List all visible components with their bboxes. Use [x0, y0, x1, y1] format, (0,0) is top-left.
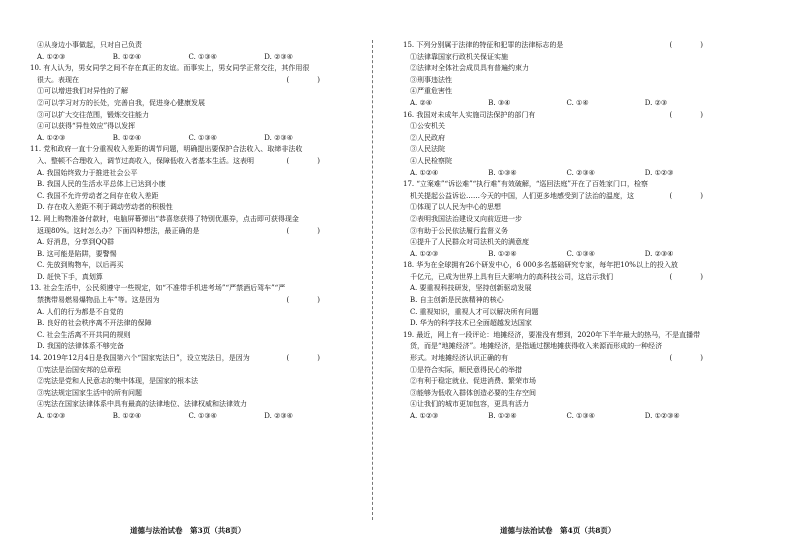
answer-option: C. ①③④: [566, 412, 595, 420]
question-line: [30, 376, 340, 388]
line-text: B. 我国人民的生活水平总体上已达到小康: [37, 180, 166, 189]
question-line: [30, 110, 340, 122]
question-line: [30, 330, 340, 342]
question-line: [30, 260, 340, 272]
line-text: ③人民法院: [410, 145, 445, 154]
line-text: ③刑事违法性: [410, 75, 452, 84]
question-line: [30, 202, 340, 214]
line-text: 12. 网上购物准备付款时，电脑屏幕弹出“恭喜您获得了特别优惠券，点击即可获得现金: [30, 214, 299, 223]
answer-option: A. ①②③: [37, 52, 66, 61]
question-line: [30, 86, 340, 98]
line-text: ④让我们的城市更加包容，更具有活力: [410, 400, 529, 409]
line-text: ④提升了人民群众对司法机关的满意度: [410, 238, 529, 247]
question-line: [30, 295, 340, 307]
question-line: [30, 179, 340, 191]
answer-option: C. ①③④: [188, 52, 217, 61]
line-text: ③可以扩大交往范围，锻炼交往能力: [37, 110, 149, 119]
answer-blank: ( ): [286, 75, 320, 84]
line-text: 10. 有人认为，男女同学之间不存在真正的友谊。而事实上，男女同学正常交往，其作用很: [30, 64, 310, 73]
question-line: [403, 388, 723, 400]
answer-option: B. ①②④: [112, 52, 142, 61]
question-line: [403, 376, 723, 388]
line-text: C. 社会生活离不开共同的规则: [37, 330, 131, 339]
line-text: ②有利于稳定就业、促进消费、繁荣市场: [410, 377, 536, 386]
question-line: [403, 272, 723, 284]
line-text: 禁携带易燃易爆物品上车”等。这是因为: [37, 296, 160, 305]
answer-option: C. ①③④: [188, 133, 217, 142]
answer-option: B. ①③④: [488, 168, 517, 177]
line-text: B. 自主创新是民族精神的核心: [410, 296, 504, 305]
question-line: [30, 341, 340, 353]
answer-blank: ( ): [669, 272, 703, 281]
answer-blank: ( ): [286, 354, 320, 363]
line-text: ②可以学习对方的长处，完善自我，促进身心健康发展: [37, 98, 205, 107]
answer-options: [30, 52, 340, 64]
line-text: 货，而是“地摊经济”。地摊经济，是指通过摆地摊获得收入来源而形成的一种经济: [410, 342, 663, 351]
question-line: [403, 399, 723, 411]
right-column: [403, 40, 723, 423]
answer-options: [403, 98, 723, 110]
question-line: [30, 388, 340, 400]
question-line: [30, 156, 340, 168]
line-text: ③能够为低收入群体创造必要的生存空间: [410, 388, 536, 397]
line-text: 14. 2019年12月4日是我国第六个“国家宪法日”，设立宪法日，是因为: [30, 354, 250, 363]
answer-blank: ( ): [669, 191, 703, 200]
line-text: A. 人们的行为都是不自觉的: [37, 307, 124, 316]
answer-blank: ( ): [286, 156, 320, 165]
answer-option: D. ①②③④: [644, 412, 680, 420]
line-text: A. 我国始终致力于推进社会公平: [37, 168, 138, 177]
question-line: [403, 226, 723, 238]
answer-options: [403, 411, 723, 423]
question-line: [403, 179, 723, 191]
answer-option: D. ②③④: [264, 52, 293, 61]
question-line: [30, 191, 340, 203]
answer-option: B. ①②④: [112, 412, 142, 420]
line-text: B. 良好的社会秩序离不开法律的保障: [37, 319, 152, 328]
question-line: [30, 237, 340, 249]
question-line: [403, 144, 723, 156]
answer-option: C. ②③④: [566, 168, 595, 177]
answer-option: A. ①②③: [37, 133, 66, 142]
line-text: C. 先放到购物车，以后再买: [37, 261, 124, 270]
answer-option: C. ①④: [566, 98, 589, 107]
answer-option: B. ①②④: [488, 412, 517, 420]
line-text: 11. 党和政府一直十分重视收入差距的调节问题，明确提出要保护合法收入、取缔非法收: [30, 145, 303, 154]
question-line: [403, 52, 723, 64]
line-text: ④宪法在国家法律体系中具有最高的法律地位、法律权威和法律效力: [37, 400, 247, 409]
line-text: 17. “立案难”“诉讼难”“执行难”有效破解，“巡回法庭”开在了百姓家门口，检察: [403, 180, 648, 189]
question-line: [30, 214, 340, 226]
line-text: 19. 最近，网上有一段评论：地摊经济，要准没有想到，2020年下半年最大的热马，不是直播带: [403, 330, 701, 339]
line-text: ②表明我国法治建设又向前迈进一步: [410, 214, 522, 223]
line-text: ④从身边小事做起，只对自己负责: [37, 41, 142, 49]
answer-option: C. ①③④: [188, 412, 217, 420]
question-line: [30, 283, 340, 295]
answer-option: A. ①②④: [410, 168, 439, 177]
question-line: [403, 202, 723, 214]
answer-blank: ( ): [286, 226, 320, 235]
line-text: C. 重视知识，重视人才可以解决所有问题: [410, 307, 539, 316]
line-text: D. 赶快下手，真划算: [37, 272, 103, 281]
answer-option: B. ①②④: [488, 249, 517, 258]
answer-option: D. ②③④: [644, 249, 674, 258]
question-line: [30, 226, 340, 238]
question-line: [403, 86, 723, 98]
question-line: [30, 318, 340, 330]
question-line: [403, 295, 723, 307]
answer-option: C. ①③④: [566, 249, 595, 258]
question-line: [30, 40, 340, 52]
line-text: B. 这可能是陷阱，要警惕: [37, 249, 117, 258]
question-line: [403, 63, 723, 75]
line-text: ④严重危害性: [410, 87, 452, 96]
line-text: ②宪法是党和人民意志的集中体现，是国家的根本法: [37, 377, 198, 386]
line-text: 13. 社会生活中，公民须遵守一些规定，如“不准带手机进考场”“严禁酒后驾车”“严: [30, 284, 286, 293]
answer-blank: ( ): [669, 41, 703, 49]
question-line: [30, 168, 340, 180]
question-line: [403, 214, 723, 226]
line-text: D. 我国的法律体系不够完备: [37, 342, 124, 351]
line-text: ④人民检察院: [410, 156, 452, 165]
line-text: ①可以增进我们对异性的了解: [37, 87, 128, 96]
page-footer-left: 道德与法治试卷 第3页（共8页）: [130, 526, 246, 535]
question-line: [30, 144, 340, 156]
question-line: [403, 330, 723, 342]
line-text: ②人民政府: [410, 133, 445, 142]
question-line: [403, 283, 723, 295]
line-text: ①是符合实际，顺民意得民心的举措: [410, 365, 522, 374]
question-line: [30, 249, 340, 261]
question-line: [30, 75, 340, 87]
line-text: ④可以获得“异性效应”得以发挥: [37, 122, 136, 131]
line-text: ①宪法是治国安邦的总章程: [37, 365, 121, 374]
question-line: [403, 307, 723, 319]
left-column: [30, 40, 340, 423]
line-text: 18. 华为在全球拥有26个研发中心，6 000多名基础研究专家，每年把10%以上的投入放: [403, 261, 678, 270]
line-text: 返现80%。这时怎么办？下面四种想法，最正确的是: [37, 226, 200, 235]
line-text: 15. 下列分别属于法律的特征和犯罪的法律标志的是: [403, 41, 564, 49]
answer-option: D. ②③④: [264, 412, 293, 420]
page-footer-right: 道德与法治试卷 第4页（共8页）: [500, 526, 616, 535]
question-line: [403, 318, 723, 330]
question-line: [403, 40, 723, 52]
line-text: ③有助于公民依法履行监督义务: [410, 226, 508, 235]
line-text: 机关提起公益诉讼……今天的中国，人们更多地感受到了法治的温度，这: [410, 191, 634, 200]
answer-options: [403, 249, 723, 261]
answer-blank: ( ): [669, 354, 703, 363]
question-line: [403, 110, 723, 122]
question-line: [30, 98, 340, 110]
answer-option: A. ①②③: [37, 412, 66, 420]
answer-blank: ( ): [286, 296, 320, 305]
question-line: [403, 191, 723, 203]
line-text: ①公安机关: [410, 122, 445, 131]
answer-option: D. ②③: [644, 98, 668, 107]
line-text: ①法律靠国家行政机关保证实施: [410, 52, 508, 61]
line-text: 入、整顿不合理收入，调节过高收入，保障低收入者基本生活。这表明: [37, 156, 254, 165]
question-line: [403, 121, 723, 133]
column-divider: [372, 40, 373, 520]
line-text: ②法律对全体社会成员具有普遍约束力: [410, 64, 529, 73]
question-line: [30, 365, 340, 377]
question-line: [403, 156, 723, 168]
line-text: 形式。对地摊经济认识正确的有: [410, 354, 508, 363]
line-text: 16. 我国对未成年人实施司法保护的部门有: [403, 110, 536, 119]
answer-option: A. ①②③: [410, 412, 439, 420]
question-line: [30, 353, 340, 365]
question-line: [403, 341, 723, 353]
line-text: 很大。表现在: [37, 75, 79, 84]
answer-options: [30, 133, 340, 145]
line-text: A. 要重视科技研发，坚持创新驱动发展: [410, 284, 532, 293]
line-text: ③宪法规定国家生活中的所有问题: [37, 388, 142, 397]
line-text: ①体现了以人民为中心的思想: [410, 203, 501, 212]
line-text: 千亿元，已成为世界上具有巨大影响力的高科技公司，这启示我们: [410, 272, 613, 281]
answer-option: B. ③④: [488, 98, 511, 107]
question-line: [30, 399, 340, 411]
answer-option: A. ②④: [410, 98, 433, 107]
line-text: A. 好消息，分享到QQ群: [37, 238, 114, 247]
question-line: [30, 272, 340, 284]
question-line: [403, 365, 723, 377]
answer-option: D. ①②③: [644, 168, 674, 177]
question-line: [403, 133, 723, 145]
answer-options: [403, 168, 723, 180]
question-line: [30, 121, 340, 133]
question-line: [30, 307, 340, 319]
answer-option: B. ①②④: [112, 133, 142, 142]
answer-option: A. ①②③: [410, 249, 439, 258]
question-line: [403, 353, 723, 365]
question-line: [403, 260, 723, 272]
answer-blank: ( ): [669, 110, 703, 119]
question-line: [403, 75, 723, 87]
question-line: [403, 237, 723, 249]
line-text: D. 存在收入差距不利于调动劳动者的积极性: [37, 203, 173, 212]
answer-option: D. ②③④: [264, 133, 293, 142]
line-text: C. 我国不允许劳动者之间存在收入差距: [37, 191, 159, 200]
line-text: D. 华为的科学技术已全面超越发达国家: [410, 319, 532, 328]
question-line: [30, 63, 340, 75]
answer-options: [30, 411, 340, 423]
